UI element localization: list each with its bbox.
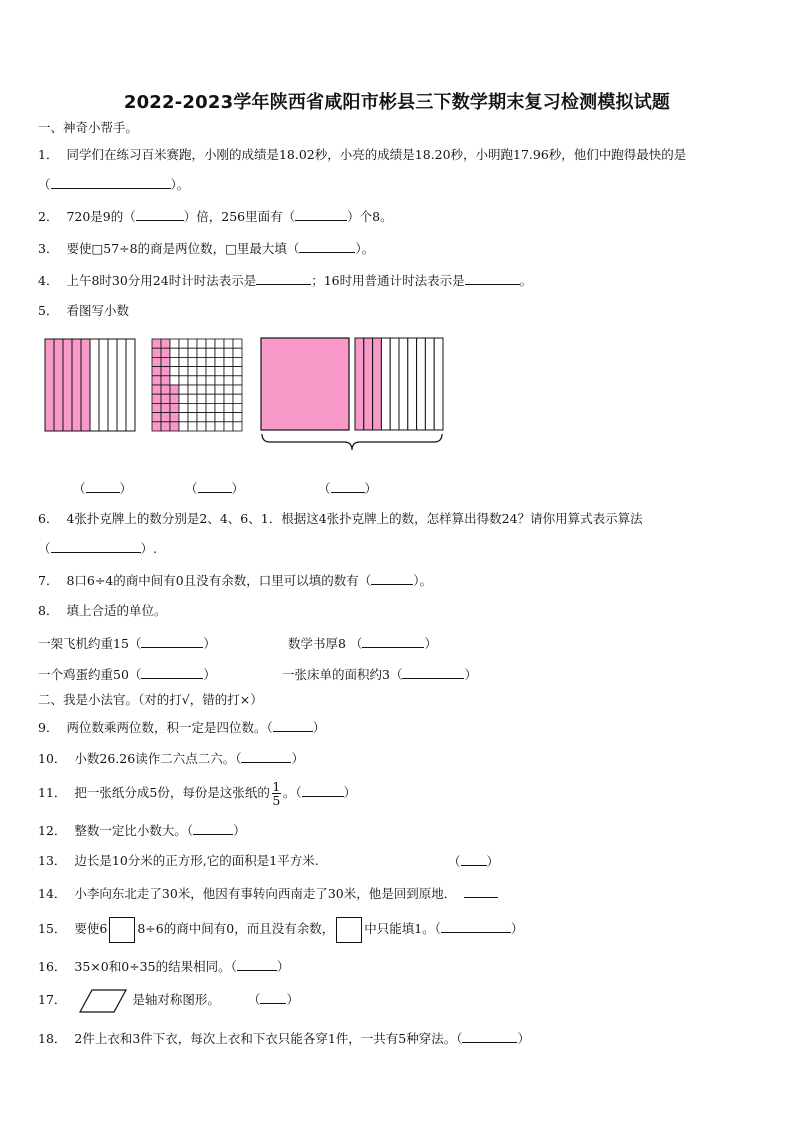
q8-item-1-text: 一架飞机约重15（ bbox=[38, 636, 142, 651]
q16-blank[interactable] bbox=[237, 958, 277, 971]
q4-text-a: 上午8时30分用24时计时法表示是 bbox=[66, 273, 257, 288]
q16-number: 16． bbox=[38, 959, 67, 974]
grid-cell bbox=[215, 394, 224, 403]
question-6 bbox=[38, 511, 643, 527]
q5-answer-2 bbox=[185, 480, 244, 497]
grid-cell bbox=[197, 339, 206, 348]
grid-cell bbox=[179, 394, 188, 403]
grid-cell bbox=[233, 413, 242, 422]
grid-cell bbox=[233, 376, 242, 385]
q16-close: ） bbox=[276, 959, 290, 974]
q8-blank-2[interactable] bbox=[362, 635, 424, 648]
grid-cell bbox=[233, 357, 242, 366]
grid-cell bbox=[179, 403, 188, 412]
q18-number: 18． bbox=[38, 1031, 67, 1046]
grid-cell bbox=[197, 348, 206, 357]
q14-text: 小李向东北走了30米，他因有事转向西南走了30米，他是回到原地． bbox=[74, 886, 457, 901]
grid-cell bbox=[161, 357, 170, 366]
grid-cell bbox=[206, 413, 215, 422]
page-title: 2022-2023学年陕西省咸阳市彬县三下数学期末复习检测模拟试题 bbox=[123, 92, 671, 113]
question-10 bbox=[38, 750, 304, 767]
q15-text-a: 要使6 bbox=[74, 921, 108, 936]
strip-column bbox=[373, 338, 382, 430]
grid-cell bbox=[233, 394, 242, 403]
q4-blank-1[interactable] bbox=[256, 272, 311, 285]
q9-text: 两位数乘两位数，积一定是四位数。（ bbox=[66, 720, 273, 735]
q11-close: ） bbox=[343, 785, 357, 800]
grid-cell bbox=[206, 339, 215, 348]
q5-blank-1[interactable] bbox=[86, 480, 120, 493]
grid-cell bbox=[224, 394, 233, 403]
q6-number: 6． bbox=[38, 511, 59, 526]
grid-cell bbox=[161, 403, 170, 412]
grid-cell bbox=[161, 367, 170, 376]
q1-number: 1． bbox=[38, 147, 59, 162]
q8-item-3-close: ） bbox=[203, 667, 216, 682]
q8-text: 填上合适的单位。 bbox=[66, 603, 167, 618]
q13-close: ） bbox=[486, 854, 500, 869]
grid-cell bbox=[152, 357, 161, 366]
q7-blank[interactable] bbox=[371, 572, 413, 585]
grid-cell bbox=[161, 339, 170, 348]
grid-cell bbox=[170, 422, 179, 431]
q5-blank-3[interactable] bbox=[331, 480, 365, 493]
q8-blank-3[interactable] bbox=[141, 666, 203, 679]
q15-text-c: 中只能填1。（ bbox=[364, 921, 441, 936]
q9-close: ） bbox=[312, 720, 326, 735]
strip-column bbox=[72, 339, 81, 431]
grid-cell bbox=[152, 394, 161, 403]
grid-cell bbox=[161, 376, 170, 385]
question-12 bbox=[38, 822, 246, 839]
grid-cell bbox=[206, 422, 215, 431]
strip-column bbox=[90, 339, 99, 431]
grid-cell bbox=[206, 403, 215, 412]
q16-text: 35×0和0÷35的结果相同。（ bbox=[74, 959, 237, 974]
q2-number: 2． bbox=[38, 209, 59, 224]
q4-text-c: 。 bbox=[519, 273, 533, 288]
question-9 bbox=[38, 719, 325, 736]
question-11 bbox=[38, 778, 356, 808]
question-17 bbox=[38, 986, 299, 1014]
q11-blank[interactable] bbox=[302, 784, 344, 797]
grid-cell bbox=[197, 367, 206, 376]
grid-cell bbox=[206, 348, 215, 357]
q18-blank[interactable] bbox=[462, 1030, 517, 1043]
grid-cell bbox=[197, 357, 206, 366]
grid-cell bbox=[179, 376, 188, 385]
question-6-answer bbox=[38, 540, 157, 557]
grid-cell bbox=[224, 385, 233, 394]
grid-cell bbox=[224, 422, 233, 431]
full-square bbox=[261, 338, 349, 430]
q11-frac-numerator: 1 bbox=[272, 779, 281, 794]
q9-number: 9． bbox=[38, 720, 59, 735]
grid-cell bbox=[161, 385, 170, 394]
grid-cell bbox=[224, 339, 233, 348]
q15-number: 15． bbox=[38, 921, 67, 936]
question-15 bbox=[38, 914, 523, 944]
q8-item-1-close: ） bbox=[203, 636, 216, 651]
grid-cell bbox=[152, 385, 161, 394]
q2-text-a: 720是9的（ bbox=[66, 209, 136, 224]
grid-cell bbox=[224, 413, 233, 422]
grid-cell bbox=[215, 339, 224, 348]
q5-number: 5． bbox=[38, 303, 59, 318]
q4-blank-2[interactable] bbox=[465, 272, 520, 285]
q2-blank-1[interactable] bbox=[136, 208, 184, 221]
strip-column bbox=[399, 338, 408, 430]
grid-cell bbox=[170, 339, 179, 348]
q5-a1-open: （ bbox=[73, 481, 86, 496]
q4-text-b: ；16时用普通计时法表示是 bbox=[311, 273, 465, 288]
grid-cell bbox=[233, 339, 242, 348]
grid-cell bbox=[170, 413, 179, 422]
q15-blank[interactable] bbox=[441, 920, 511, 933]
grid-cell bbox=[215, 422, 224, 431]
grid-cell bbox=[233, 403, 242, 412]
grid-cell bbox=[161, 422, 170, 431]
grid-cell bbox=[215, 376, 224, 385]
strip-column bbox=[45, 339, 54, 431]
grid-cell bbox=[197, 403, 206, 412]
q5-figure-1-tenths-strip bbox=[44, 338, 136, 432]
curly-brace bbox=[262, 434, 442, 450]
grid-cell bbox=[170, 385, 179, 394]
grid-cell bbox=[188, 376, 197, 385]
grid-cell bbox=[233, 385, 242, 394]
strip-column bbox=[381, 338, 390, 430]
grid-cell bbox=[188, 403, 197, 412]
q11-number: 11． bbox=[38, 785, 67, 800]
grid-cell bbox=[215, 385, 224, 394]
question-1-answer bbox=[38, 176, 189, 193]
grid-cell bbox=[233, 367, 242, 376]
grid-cell bbox=[233, 422, 242, 431]
grid-cell bbox=[215, 348, 224, 357]
q8-item-3-text: 一个鸡蛋约重50（ bbox=[38, 667, 142, 682]
q17-text: 是轴对称图形。 bbox=[132, 992, 220, 1007]
q5-figure-2-hundredths-grid bbox=[151, 338, 243, 432]
q8-item-2 bbox=[288, 635, 437, 652]
grid-cell bbox=[161, 413, 170, 422]
q5-answer-1 bbox=[73, 480, 132, 497]
grid-cell bbox=[188, 385, 197, 394]
q14-number: 14． bbox=[38, 886, 67, 901]
grid-cell bbox=[179, 357, 188, 366]
grid-cell bbox=[188, 339, 197, 348]
q13-answer bbox=[448, 853, 499, 870]
grid-cell bbox=[224, 367, 233, 376]
question-16 bbox=[38, 958, 289, 975]
grid-cell bbox=[179, 413, 188, 422]
grid-cell bbox=[188, 367, 197, 376]
q17-close: ） bbox=[286, 992, 299, 1007]
strip-column bbox=[364, 338, 373, 430]
strip-column bbox=[126, 339, 135, 431]
grid-cell bbox=[152, 422, 161, 431]
grid-cell bbox=[215, 357, 224, 366]
q13-open: （ bbox=[448, 854, 461, 869]
strip-column bbox=[434, 338, 443, 430]
q12-blank[interactable] bbox=[193, 822, 233, 835]
q11-fraction bbox=[272, 780, 281, 807]
section-1-heading: 一、神奇小帮手。 bbox=[38, 120, 139, 135]
q3-blank[interactable] bbox=[299, 240, 355, 253]
strip-column bbox=[417, 338, 426, 430]
grid-cell bbox=[206, 367, 215, 376]
strip-column bbox=[408, 338, 417, 430]
q1-answer-blank[interactable] bbox=[51, 176, 171, 189]
grid-cell bbox=[197, 413, 206, 422]
q8-item-4-close: ） bbox=[464, 667, 477, 682]
grid-cell bbox=[224, 403, 233, 412]
q4-number: 4． bbox=[38, 273, 59, 288]
q3-text-b: ）。 bbox=[355, 241, 375, 256]
q6-open: （ bbox=[38, 541, 51, 556]
q11-text-b: 。（ bbox=[282, 785, 302, 800]
q1-text: 同学们在练习百米赛跑，小刚的成绩是18.02秒，小亮的成绩是18.20秒，小明跑17.96秒，他们中跑得最快的是 bbox=[66, 147, 687, 162]
grid-cell bbox=[179, 367, 188, 376]
q10-blank[interactable] bbox=[241, 750, 291, 763]
grid-cell bbox=[179, 339, 188, 348]
grid-cell bbox=[179, 348, 188, 357]
grid-cell bbox=[152, 367, 161, 376]
grid-cell bbox=[197, 385, 206, 394]
strip-column bbox=[390, 338, 399, 430]
grid-cell bbox=[152, 413, 161, 422]
q17-number: 17． bbox=[38, 992, 67, 1007]
grid-cell bbox=[179, 422, 188, 431]
strip-column bbox=[108, 339, 117, 431]
grid-cell bbox=[170, 403, 179, 412]
q8-item-3 bbox=[38, 666, 216, 683]
q5-answer-3 bbox=[318, 480, 377, 497]
q5-figure-3-mixed-decimal bbox=[258, 336, 446, 456]
grid-cell bbox=[188, 348, 197, 357]
q12-number: 12． bbox=[38, 823, 67, 838]
grid-cell bbox=[197, 376, 206, 385]
grid-cell bbox=[170, 357, 179, 366]
grid-cell bbox=[152, 339, 161, 348]
question-13 bbox=[38, 853, 319, 869]
q11-text-a: 把一张纸分成5份，每份是这张纸的 bbox=[74, 785, 270, 800]
grid-cell bbox=[197, 422, 206, 431]
grid-cell bbox=[215, 413, 224, 422]
grid-cell bbox=[161, 348, 170, 357]
strip-column bbox=[54, 339, 63, 431]
strip-column bbox=[425, 338, 434, 430]
strip-column bbox=[355, 338, 364, 430]
grid-cell bbox=[188, 357, 197, 366]
question-1 bbox=[38, 147, 686, 163]
question-14 bbox=[38, 885, 498, 902]
q7-text-a: 8口6÷4的商中间有0且没有余数，口里可以填的数有（ bbox=[66, 573, 372, 588]
q5-a3-open: （ bbox=[318, 481, 331, 496]
q5-text: 看图写小数 bbox=[66, 303, 129, 318]
q1-close: ）。 bbox=[170, 177, 190, 192]
q10-number: 10． bbox=[38, 751, 67, 766]
q8-item-4 bbox=[282, 666, 477, 683]
q3-text-a: 要使□57÷8的商是两位数，□里最大填（ bbox=[66, 241, 300, 256]
q18-close: ） bbox=[517, 1031, 530, 1046]
grid-cell bbox=[206, 385, 215, 394]
q9-blank[interactable] bbox=[273, 719, 313, 732]
grid-cell bbox=[170, 367, 179, 376]
q8-number: 8． bbox=[38, 603, 59, 618]
q13-blank[interactable] bbox=[461, 853, 487, 866]
q5-a1-close: ） bbox=[119, 481, 133, 496]
grid-cell bbox=[152, 348, 161, 357]
grid-cell bbox=[161, 394, 170, 403]
grid-cell bbox=[170, 376, 179, 385]
q5-a2-open: （ bbox=[185, 481, 198, 496]
grid-cell bbox=[179, 385, 188, 394]
q13-text: 边长是10分米的正方形,它的面积是1平方米. bbox=[74, 853, 319, 868]
question-18 bbox=[38, 1030, 530, 1047]
q2-blank-2[interactable] bbox=[295, 208, 347, 221]
strip-column bbox=[63, 339, 72, 431]
q8-item-2-text: 数学书厚8 （ bbox=[288, 636, 363, 651]
q8-item-1 bbox=[38, 635, 216, 652]
grid-cell bbox=[170, 348, 179, 357]
grid-cell bbox=[215, 403, 224, 412]
grid-cell bbox=[152, 403, 161, 412]
q7-number: 7． bbox=[38, 573, 59, 588]
q15-text-b: 8÷6的商中间有0，而且没有余数， bbox=[137, 921, 335, 936]
q12-close: ） bbox=[233, 823, 246, 838]
q15-close: ） bbox=[510, 921, 524, 936]
question-5 bbox=[38, 303, 129, 319]
grid-cell bbox=[188, 413, 197, 422]
question-8 bbox=[38, 603, 166, 619]
grid-cell bbox=[215, 367, 224, 376]
q17-open: （ bbox=[247, 992, 261, 1007]
q12-text: 整数一定比小数大。（ bbox=[74, 823, 194, 838]
grid-cell bbox=[188, 422, 197, 431]
parallelogram-icon bbox=[78, 988, 128, 1014]
question-3 bbox=[38, 240, 374, 257]
q8-blank-1[interactable] bbox=[141, 635, 203, 648]
q6-answer-blank[interactable] bbox=[51, 540, 141, 553]
q5-a3-close: ） bbox=[364, 481, 378, 496]
q5-blank-2[interactable] bbox=[198, 480, 232, 493]
q2-text-b: ）倍，256里面有（ bbox=[183, 209, 296, 224]
q15-digit-box-2[interactable] bbox=[336, 917, 362, 943]
grid-cell bbox=[224, 357, 233, 366]
q2-text-c: ）个8。 bbox=[347, 209, 393, 224]
grid-cell bbox=[197, 394, 206, 403]
grid-cell bbox=[206, 376, 215, 385]
q8-blank-4[interactable] bbox=[402, 666, 464, 679]
q3-number: 3． bbox=[38, 241, 59, 256]
q8-item-2-close: ） bbox=[424, 636, 437, 651]
q10-text: 小数26.26读作二六点二六。（ bbox=[74, 751, 242, 766]
question-7 bbox=[38, 572, 432, 589]
q6-close: ）. bbox=[140, 541, 157, 556]
grid-cell bbox=[152, 376, 161, 385]
strip-column bbox=[99, 339, 108, 431]
q14-blank[interactable] bbox=[464, 885, 498, 898]
grid-cell bbox=[224, 348, 233, 357]
strip-column bbox=[81, 339, 90, 431]
q5-a2-close: ） bbox=[231, 481, 245, 496]
grid-cell bbox=[170, 394, 179, 403]
grid-cell bbox=[206, 357, 215, 366]
q17-blank[interactable] bbox=[260, 991, 286, 1004]
grid-cell bbox=[224, 376, 233, 385]
q10-close: ） bbox=[291, 751, 304, 766]
question-2 bbox=[38, 208, 393, 225]
q13-number: 13． bbox=[38, 853, 67, 868]
strip-column bbox=[117, 339, 126, 431]
section-2-heading: 二、我是小法官。（对的打√，错的打×） bbox=[38, 692, 263, 707]
grid-cell bbox=[188, 394, 197, 403]
q6-text: 4张扑克牌上的数分别是2、4、6、1．根据这4张扑克牌上的数，怎样算出得数24？请你用算式表示算法 bbox=[66, 511, 643, 526]
q1-open: （ bbox=[38, 177, 51, 192]
grid-cell bbox=[206, 394, 215, 403]
q7-text-b: ）。 bbox=[413, 573, 433, 588]
question-4 bbox=[38, 272, 532, 289]
q18-text: 2件上衣和3件下衣，每次上衣和下衣只能各穿1件，一共有5种穿法。（ bbox=[74, 1031, 463, 1046]
grid-cell bbox=[233, 348, 242, 357]
q11-frac-denominator: 5 bbox=[272, 793, 281, 808]
q15-digit-box-1[interactable] bbox=[109, 917, 135, 943]
q8-item-4-text: 一张床单的面积约3（ bbox=[282, 667, 403, 682]
